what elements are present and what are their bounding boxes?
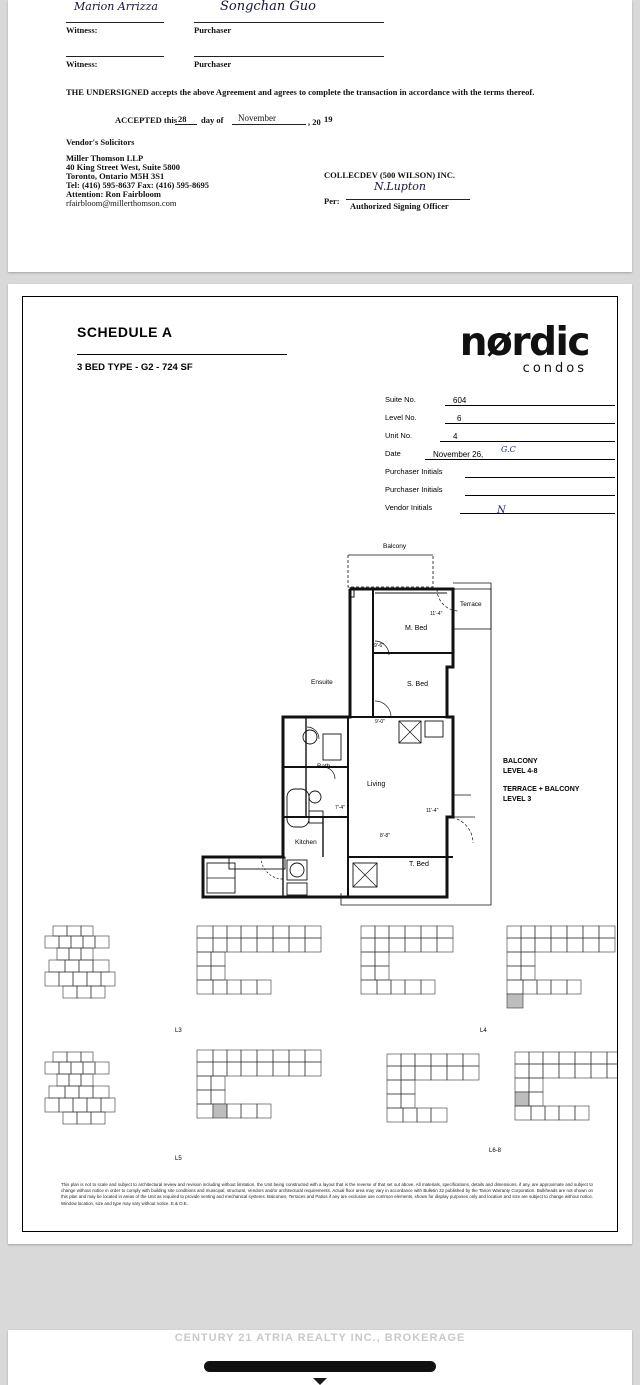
firm-attention: Attention: Ron Fairbloom <box>66 189 161 199</box>
vendor-officer-signature: N.Lupton <box>374 180 426 193</box>
vendor-signature: Marion Arrizza <box>74 0 158 13</box>
key-plans-svg <box>37 922 618 1172</box>
undersigned-paragraph: THE UNDERSIGNED accepts the above Agreement and agrees to complete the transaction in accordance with the terms thereof. <box>66 87 535 97</box>
dimension-label: 8'-8" <box>380 833 390 839</box>
dimension-label: 11'-4" <box>430 611 443 617</box>
per-label: Per: <box>324 196 340 206</box>
field-label: Suite No. <box>385 395 416 404</box>
year-prefix: , 20 <box>308 117 321 127</box>
purchaser-line-2 <box>194 56 384 57</box>
accepted-month-line <box>232 124 306 125</box>
dimension-label: 9'-6" <box>374 643 384 649</box>
room-label-ensuite: Ensuite <box>311 679 333 686</box>
witness-label-1: Witness: <box>66 25 98 35</box>
date-initial: G.C <box>501 445 516 454</box>
agreement-page-bottom-portion <box>8 0 632 272</box>
firm-phone: Tel: (416) 595-8637 Fax: (416) 595-8695 <box>66 180 209 190</box>
schedule-a-page <box>8 284 632 1244</box>
field-value: 6 <box>457 414 462 423</box>
witness-label-2: Witness: <box>66 59 98 69</box>
dimension-label: 9'-0" <box>375 719 385 725</box>
firm-address-2: Toronto, Ontario M5H 3S1 <box>66 171 165 181</box>
dimension-label: 11'-4" <box>426 808 439 814</box>
firm-email: rfairbloom@millerthomson.com <box>66 198 177 208</box>
day-of-label: day of <box>201 115 224 125</box>
room-label-living: Living <box>367 781 386 788</box>
field-value: 604 <box>453 396 467 405</box>
vendor-company: COLLECDEV (500 WILSON) INC. <box>324 170 455 180</box>
schedule-a-border <box>22 296 618 1232</box>
dimension-label: 7'-4" <box>335 805 345 811</box>
purchaser-line-1 <box>194 22 384 23</box>
page1-bottom-edge <box>8 242 632 243</box>
unit-floor-plan <box>23 297 618 937</box>
witness-line-1 <box>66 22 164 23</box>
logo-wordmark: nørdic <box>459 320 589 365</box>
accepted-year: 19 <box>324 114 333 124</box>
purchaser-signature: Songchan Guo <box>220 0 316 14</box>
plan-disclaimer: This plan is not to scale and subject to architectural review and revision including without limitation, the Unit being constructed with a layout that is the reverse of that set out above. All materials, specifications, details and dimensions, if any, are approximate and subject to change without notice in order to comply with building site conditions and municipal, structural, Vendors and/or architectural requirements. Actual floor area may vary in accordance with Bulletin 22 published by the Tarion Warranty Corporation. Bulkheads are not shown on this plan and may be located in areas of the Unit as required to provide venting and mechanical systems. Balconies, Terraces and Patios if any are exclusive use common elements, shown for display purposes only and location and size are subject to change without notice. Window location, size and type may vary without notice. E.& O.E. <box>61 1182 593 1206</box>
room-label-second-bed: S. Bed <box>407 681 429 688</box>
field-label: Unit No. <box>385 431 413 440</box>
keyplan-label-l4: L4 <box>480 1028 487 1034</box>
purchaser-label-1: Purchaser <box>194 25 232 35</box>
keyplan-label-l3: L3 <box>175 1028 182 1034</box>
note-line-4: LEVEL 3 <box>503 796 532 803</box>
brokerage-watermark: CENTURY 21 ATRIA REALTY INC., BROKERAGE <box>174 1332 466 1344</box>
key-plans <box>37 922 618 1172</box>
room-label-kitchen: Kitchen <box>295 839 317 846</box>
vendor-initial: N <box>497 505 506 516</box>
field-label: Vendor Initials <box>385 503 433 512</box>
accepted-month: November <box>238 113 276 123</box>
note-line-2: LEVEL 4-8 <box>503 768 538 775</box>
room-label-third-bed: T. Bed <box>409 861 429 868</box>
schedule-subtitle: 3 BED TYPE - G2 - 724 SF <box>77 362 193 373</box>
keyplan-label-l6-8: L6-8 <box>489 1148 502 1154</box>
witness-line-2 <box>66 56 164 57</box>
room-label-terrace: Terrace <box>460 601 482 608</box>
field-value: November 26, <box>433 450 484 459</box>
accepted-day: 28 <box>178 114 187 124</box>
field-label: Level No. <box>385 413 417 422</box>
floor-plan-svg <box>23 297 618 937</box>
schedule-title: SCHEDULE A <box>77 324 173 340</box>
authorized-signing-label: Authorized Signing Officer <box>350 201 449 211</box>
purchaser-label-2: Purchaser <box>194 59 232 69</box>
firm-name: Miller Thomson LLP <box>66 153 144 163</box>
accepted-label: ACCEPTED this <box>115 115 178 125</box>
room-label-balcony: Balcony <box>383 543 407 550</box>
room-label-bath: Bath <box>317 763 331 770</box>
solicitors-label: Vendor's Solicitors <box>66 137 135 147</box>
field-label: Date <box>385 449 401 458</box>
scroll-down-caret-icon[interactable] <box>313 1378 327 1385</box>
field-label: Purchaser Initials <box>385 467 443 476</box>
firm-address-1: 40 King Street West, Suite 5800 <box>66 162 180 172</box>
note-line-3: TERRACE + BALCONY <box>503 786 580 793</box>
field-value: 4 <box>453 432 458 441</box>
accepted-day-line <box>175 124 197 125</box>
authorized-signing-line <box>346 199 470 200</box>
logo-tagline: condos <box>522 361 587 376</box>
room-label-master-bed: M. Bed <box>405 625 428 632</box>
note-line-1: BALCONY <box>503 758 538 765</box>
keyplan-label-l5: L5 <box>175 1156 182 1162</box>
field-label: Purchaser Initials <box>385 485 443 494</box>
page-scrub-handle[interactable] <box>204 1361 436 1372</box>
